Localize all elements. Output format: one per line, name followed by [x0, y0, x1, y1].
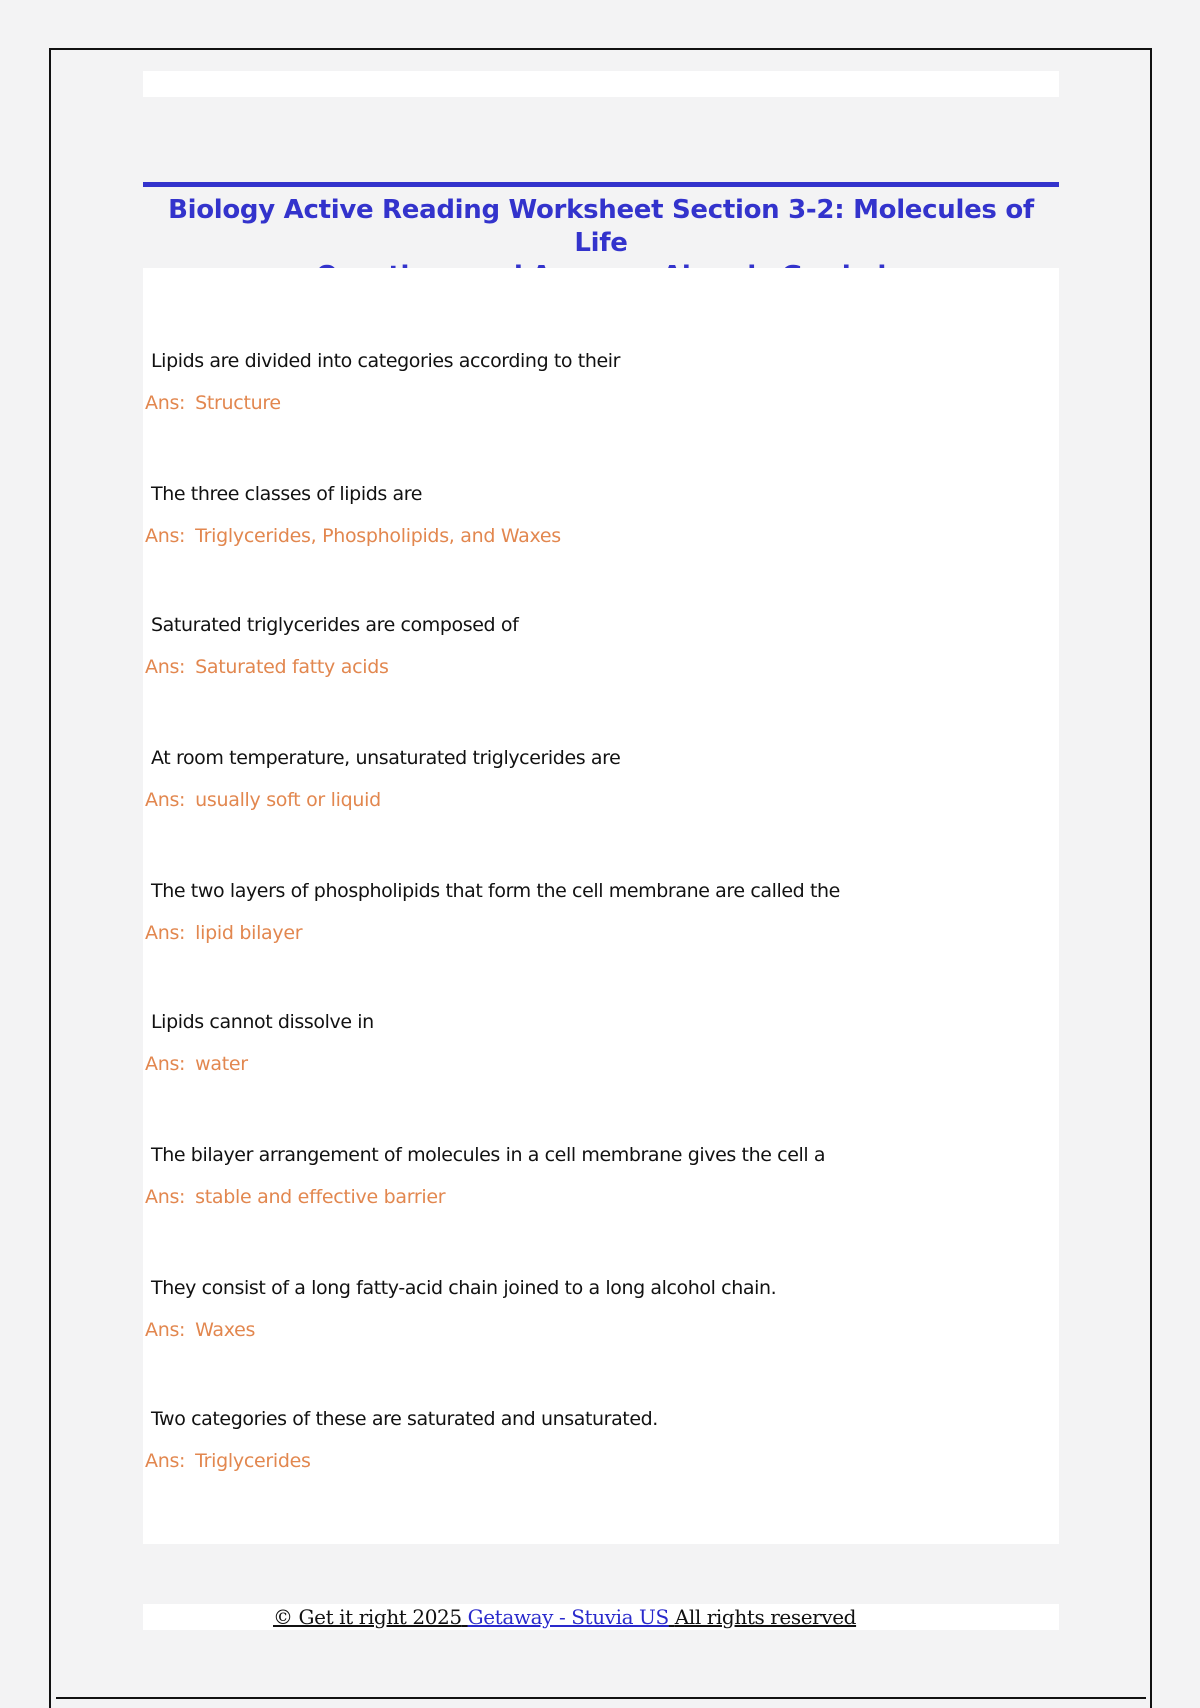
answer-text: usually soft or liquid: [195, 789, 381, 811]
answer-prefix: Ans:: [145, 922, 186, 944]
answer-prefix: Ans:: [145, 656, 186, 678]
answer: [145, 391, 281, 415]
answer-text: Triglycerides, Phospholipids, and Waxes: [195, 525, 561, 547]
answer-prefix: Ans:: [145, 1053, 186, 1075]
question: The bilayer arrangement of molecules in a cell membrane gives the cell a: [151, 1144, 826, 1166]
answer: [145, 655, 389, 679]
question: Lipids are divided into categories according to their: [151, 350, 621, 372]
answer-prefix: Ans:: [145, 1319, 186, 1341]
answer: [145, 1185, 445, 1209]
footer-suffix: All rights reserved: [674, 1605, 857, 1629]
answer-text: water: [195, 1053, 248, 1075]
footer-prefix: © Get it right 2025: [273, 1605, 462, 1629]
answer-text: Saturated fatty acids: [195, 656, 389, 678]
question: Two categories of these are saturated and unsaturated.: [151, 1408, 658, 1430]
answer-prefix: Ans:: [145, 1186, 186, 1208]
answer-text: Triglycerides: [195, 1450, 311, 1472]
answer: [145, 788, 381, 812]
qa-panel: [143, 268, 1059, 1544]
question: The two layers of phospholipids that form the cell membrane are called the: [151, 880, 840, 902]
answer-text: stable and effective barrier: [195, 1186, 446, 1208]
question: Lipids cannot dissolve in: [151, 1011, 374, 1033]
answer: [145, 1318, 255, 1342]
answer: [145, 921, 302, 945]
answer-prefix: Ans:: [145, 525, 186, 547]
answer: [145, 1052, 248, 1076]
footer: [143, 1604, 1059, 1630]
answer: [145, 1449, 311, 1473]
question: At room temperature, unsaturated triglycerides are: [151, 747, 621, 769]
answer-prefix: Ans:: [145, 789, 186, 811]
answer-text: Waxes: [195, 1319, 256, 1341]
footer-copyright: [273, 1604, 856, 1630]
title-line-1: Biology Active Reading Worksheet Section 3-2: Molecules of Life: [168, 195, 1034, 258]
answer-prefix: Ans:: [145, 1450, 186, 1472]
bottom-rule: [56, 1697, 1146, 1699]
header-strip: [143, 71, 1059, 97]
answer: [145, 524, 561, 548]
question: They consist of a long fatty-acid chain joined to a long alcohol chain.: [151, 1277, 777, 1299]
answer-prefix: Ans:: [145, 392, 186, 414]
answer-text: Structure: [195, 392, 281, 414]
footer-link[interactable]: Getaway - Stuvia US: [467, 1605, 669, 1629]
question: The three classes of lipids are: [151, 483, 423, 505]
answer-text: lipid bilayer: [195, 922, 303, 944]
question: Saturated triglycerides are composed of: [151, 614, 519, 636]
